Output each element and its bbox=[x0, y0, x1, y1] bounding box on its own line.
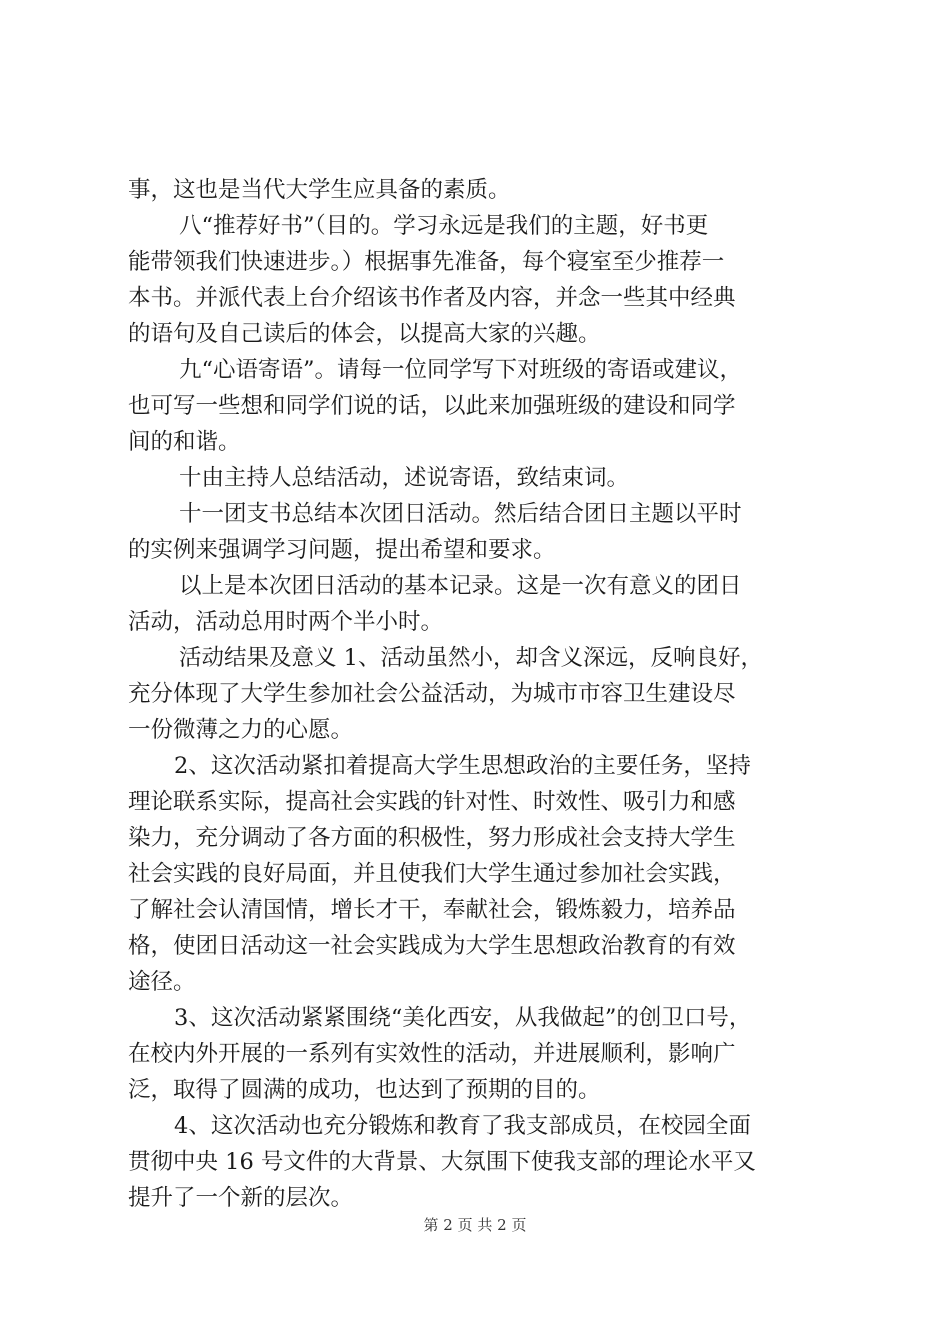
text-line: 一份微薄之力的心愿。 bbox=[128, 717, 354, 743]
text-line: 充分体现了大学生参加社会公益活动，为城市市容卫生建设尽 bbox=[128, 681, 736, 707]
text-line: 贯彻中央 16 号文件的大背景、大氛围下使我支部的理论水平又 bbox=[128, 1149, 756, 1175]
text-line: 活动，活动总用时两个半小时。 bbox=[128, 609, 444, 635]
text-line: 提升了一个新的层次。 bbox=[128, 1185, 354, 1211]
document-body bbox=[128, 172, 828, 1216]
text-line: 在校内外开展的一系列有实效性的活动，并进展顺利，影响广 bbox=[128, 1041, 736, 1067]
text-line: 2、这次活动紧扣着提高大学生思想政治的主要任务，坚持 bbox=[174, 753, 751, 779]
text-line: 途径。 bbox=[128, 969, 196, 995]
text-line: 以上是本次团日活动的基本记录。这是一次有意义的团日 bbox=[179, 573, 742, 599]
text-line: 理论联系实际，提高社会实践的针对性、时效性、吸引力和感 bbox=[128, 789, 736, 815]
text-line: 本书。并派代表上台介绍该书作者及内容，并念一些其中经典 bbox=[128, 285, 736, 311]
text-line: 能带领我们快速进步。）根据事先准备，每个寝室至少推荐一 bbox=[128, 249, 725, 275]
text-line: 染力，充分调动了各方面的积极性，努力形成社会支持大学生 bbox=[128, 825, 736, 851]
text-line: 社会实践的良好局面，并且使我们大学生通过参加社会实践， bbox=[128, 861, 736, 887]
text-line: 九“心语寄语”。请每一位同学写下对班级的寄语或建议， bbox=[179, 357, 743, 383]
text-line: 泛，取得了圆满的成功，也达到了预期的目的。 bbox=[128, 1077, 601, 1103]
text-line: 3、这次活动紧紧围绕“美化西安，从我做起”的创卫口号， bbox=[174, 1005, 752, 1031]
text-line: 十一团支书总结本次团日活动。然后结合团日主题以平时 bbox=[179, 501, 742, 527]
text-line: 的实例来强调学习问题，提出希望和要求。 bbox=[128, 537, 556, 563]
text-line: 八“推荐好书”（目的。学习永远是我们的主题，好书更 bbox=[179, 213, 709, 239]
page-number: 第 2 页 共 2 页 bbox=[423, 1216, 527, 1234]
text-line: 活动结果及意义 1、活动虽然小，却含义深远，反响良好， bbox=[179, 645, 763, 671]
text-line: 了解社会认清国情，增长才干，奉献社会，锻炼毅力，培养品 bbox=[128, 897, 736, 923]
text-line: 十由主持人总结活动，述说寄语，致结束词。 bbox=[179, 465, 630, 491]
text-line: 4、这次活动也充分锻炼和教育了我支部成员，在校园全面 bbox=[174, 1113, 751, 1139]
text-line: 格，使团日活动这一社会实践成为大学生思想政治教育的有效 bbox=[128, 933, 736, 959]
text-line: 的语句及自己读后的体会，以提高大家的兴趣。 bbox=[128, 321, 601, 347]
page-footer bbox=[0, 1214, 950, 1235]
text-line: 间的和谐。 bbox=[128, 429, 241, 455]
text-line: 事，这也是当代大学生应具备的素质。 bbox=[128, 177, 511, 203]
text-line: 也可写一些想和同学们说的话，以此来加强班级的建设和同学 bbox=[128, 393, 736, 419]
